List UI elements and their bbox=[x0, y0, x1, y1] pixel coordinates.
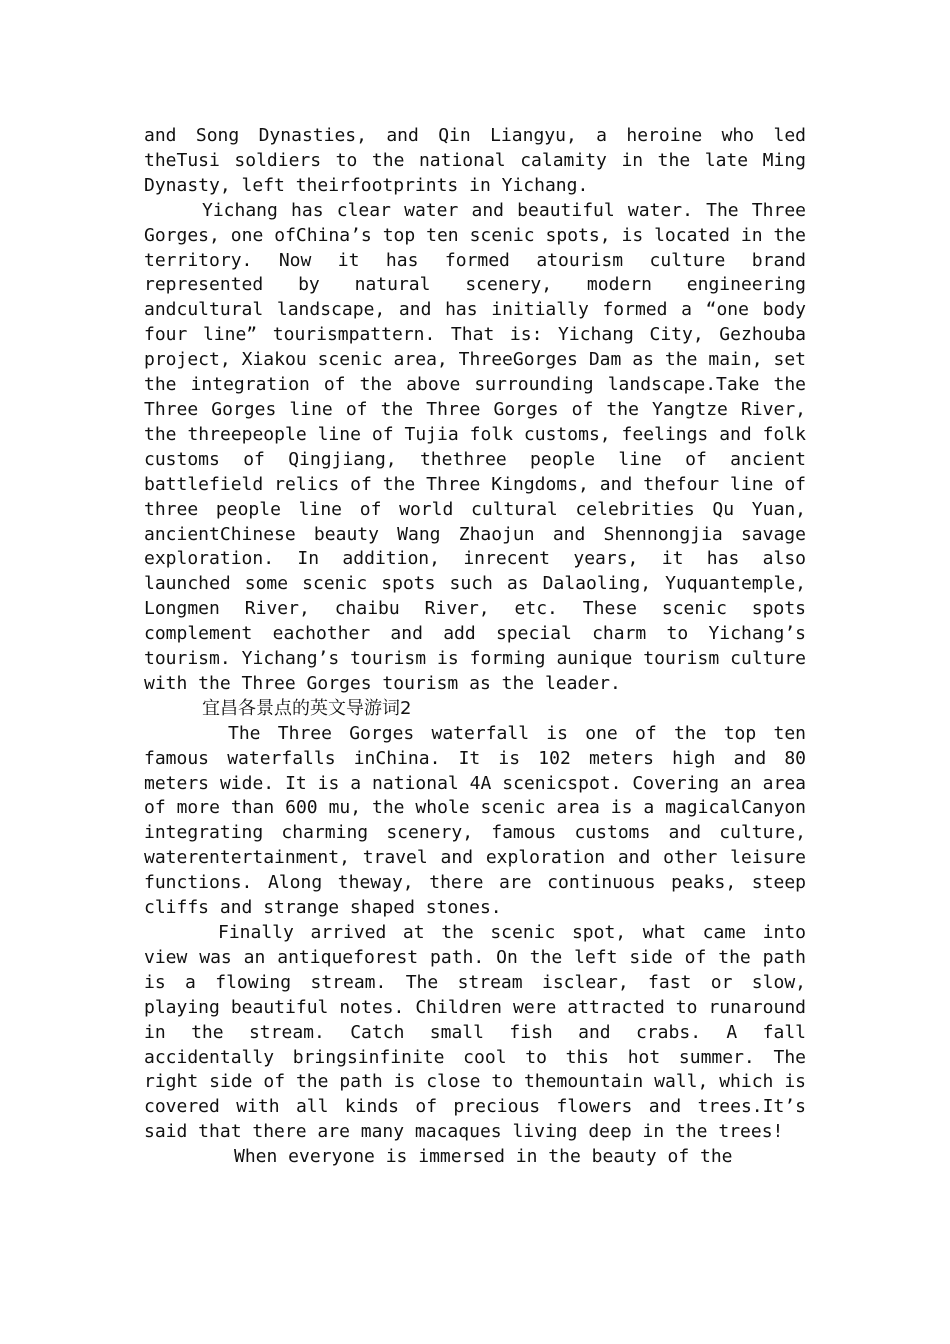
paragraph-immersed: When everyone is immersed in the beauty of the bbox=[234, 1146, 733, 1168]
document-body bbox=[144, 124, 806, 1170]
paragraph-dynasties: and Song Dynasties, and Qin Liangyu, a heroine who led theTusi soldiers to the national calamity in the late Ming Dynasty, left theirfootprints in Yichang. bbox=[144, 125, 806, 196]
section-heading: 宜昌各景点的英文导游词2 bbox=[202, 697, 412, 719]
paragraph-three-gorges-waterfall: The Three Gorges waterfall is one of the top ten famous waterfalls inChina. It is 102 meters high and 80 meters wide. It is a national 4A scenicspot. Covering an area of more than 600 mu, the whole scenic area is a magicalCanyon integrating charming scenery, famous customs and culture, waterentertainment, travel and exploration and other leisure functions. Along theway, there are continuous peaks, steep cliffs and strange shaped stones. bbox=[144, 722, 806, 919]
paragraph-yichang-tourism: Yichang has clear water and beautiful water. The Three Gorges, one ofChina’s top ten scenic spots, is located in the territory. Now it has formed atourism culture brand represented by natural scenery, modern engineering andcultural landscape, and has initially formed a “one body four line” tourismpattern. That is: Yichang City, Gezhouba project, Xiakou scenic area, ThreeGorges Dam as the main, set the integration of the above surrounding landscape.Take the Three Gorges line of the Three Gorges of the Yangtze River, the threepeople line of Tujia folk customs, feelings and folk customs of Qingjiang, thethree people line of ancient battlefield relics of the Three Kingdoms, and thefour line of three people line of world cultural celebrities Qu Yuan, ancientChinese beauty Wang Zhaojun and Shennongjia savage exploration. In addition, inrecent years, it has also launched some scenic spots such as Dalaoling, Yuquantemple, Longmen River, chaibu River, etc. These scenic spots complement eachother and add special charm to Yichang’s tourism. Yichang’s tourism is forming aunique tourism culture with the Three Gorges tourism as the leader. bbox=[144, 199, 806, 694]
paragraph-forest-path: Finally arrived at the scenic spot, what came into view was an antiqueforest path. On the left side of the path is a flowing stream. The stream isclear, fast or slow, playing beautiful notes. Children were attracted to runaround in the stream. Catch small fish and crabs. A fall accidentally bringsinfinite cool to this hot summer. The right side of the path is close to themountain wall, which is covered with all kinds of precious flowers and trees.It’s said that there are many macaques living deep in the trees! bbox=[144, 922, 806, 1143]
